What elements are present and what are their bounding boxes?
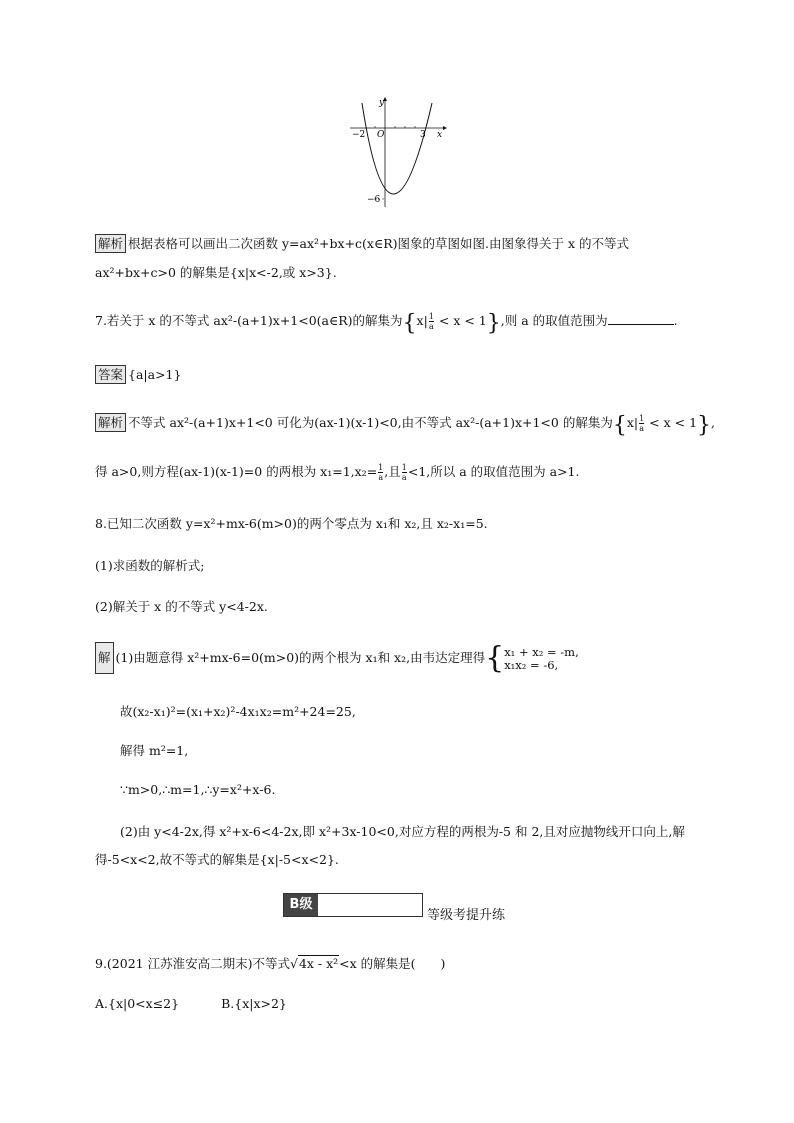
- a7-l2-frac-num: 1: [378, 463, 384, 472]
- a7-frac-num: 1: [639, 414, 645, 423]
- q9-text-after: <x 的解集是( ): [339, 956, 446, 971]
- q9-text-before: 9.(2021 江苏淮安高二期末)不等式: [95, 956, 290, 971]
- solution8-part2-line1: (2)由 y<4-2x,得 x²+x-6<4-2x,即 x²+3x-10<0,对应方程的两根为-5 和 2,且对应抛物线开口向上,解: [120, 824, 685, 839]
- analysis1-text1: 根据表格可以画出二次函数 y=ax²+bx+c(x∈R)图象的草图如图.由图象得关于 x 的不等式: [128, 236, 629, 251]
- question-7: [95, 311, 678, 336]
- option-b: B.{x|x>2}: [221, 996, 287, 1011]
- option-a: A.{x|0<x≤2}: [95, 996, 180, 1011]
- q7-frac-den: a: [428, 322, 434, 331]
- solution8-line1: [95, 642, 579, 674]
- a7-set-lbrace: {: [612, 413, 627, 438]
- parabola-curve: [362, 103, 432, 194]
- sqrt-content: 4x - x²: [298, 956, 339, 971]
- q7-text-after: ,则 a 的取值范围为: [500, 313, 608, 328]
- a7-line2-fraction2: [402, 463, 407, 482]
- y-axis-label: y: [379, 98, 385, 108]
- level-banner: [283, 893, 423, 917]
- solution8-line2: 故(x₂-x₁)²=(x₁+x₂)²-4x₁x₂=m²+24=25,: [120, 704, 356, 719]
- a7-fraction: [639, 414, 644, 433]
- analysis-tag: 解析: [95, 413, 126, 432]
- a7-l2-frac2-num: 1: [401, 463, 407, 472]
- a7-line1-end: ,: [711, 415, 716, 430]
- analysis1-line1: [95, 234, 629, 253]
- analysis7-line2: [95, 462, 579, 482]
- neg6-label: −6: [367, 195, 381, 205]
- question-8-stem: 8.已知二次函数 y=x²+mx-6(m>0)的两个零点为 x₁和 x₂,且 x₂-x₁=5.: [95, 516, 488, 531]
- level-banner-text: 等级考提升练: [427, 908, 506, 923]
- a7-l2-frac2-den: a: [401, 473, 407, 482]
- answer-blank: [608, 311, 674, 325]
- q7-set-head: x|: [416, 313, 428, 328]
- analysis7-text1: 不等式 ax²-(a+1)x+1<0 可化为(ax-1)(x-1)<0,由不等式 ax²-(a+1)x+1<0 的解集为: [128, 415, 613, 430]
- x-axis-arrow: [443, 126, 447, 130]
- solution8-part2-line2: 得-5<x<2,故不等式的解集是{x|-5<x<2}.: [95, 852, 339, 867]
- a7-frac-den: a: [639, 424, 645, 433]
- sqrt-sign: √: [289, 956, 298, 971]
- neg2-label: −2: [352, 130, 366, 140]
- solution8-system: [504, 646, 579, 672]
- question-9-options: [95, 996, 287, 1011]
- question-9: [95, 954, 445, 972]
- a7-line2-c: <1,所以 a 的取值范围为 a>1.: [407, 464, 580, 479]
- sys-eq2: x₁x₂ = -6,: [504, 657, 559, 672]
- analysis7-line1: [95, 413, 715, 438]
- level-badge: B级: [284, 894, 318, 916]
- a7-set-tail: < x < 1: [645, 415, 698, 430]
- answer-7: [95, 365, 181, 384]
- sys-eq1: x₁ + x₂ = -m,: [504, 644, 579, 659]
- q7-frac-num: 1: [428, 312, 434, 321]
- answer7-text: {a|a>1}: [128, 367, 182, 382]
- three-label: 3: [420, 130, 426, 140]
- q7-set-lbrace: {: [402, 311, 417, 336]
- a7-l2-frac-den: a: [378, 473, 384, 482]
- analysis1-line2: ax²+bx+c>0 的解集是{x|x<-2,或 x>3}.: [95, 265, 337, 280]
- parabola-graph: [345, 95, 455, 210]
- analysis-tag: 解析: [95, 234, 126, 253]
- q7-set-rbrace: }: [486, 311, 501, 336]
- answer-tag: 答案: [95, 365, 126, 384]
- solution8-sys-brace: {: [485, 640, 505, 676]
- question-8-part1: (1)求函数的解析式;: [95, 558, 205, 573]
- x-axis-label: x: [437, 130, 443, 140]
- origin-label: O: [377, 130, 385, 140]
- a7-set-rbrace: }: [697, 413, 712, 438]
- a7-set-head: x|: [626, 415, 639, 430]
- q7-set-tail: < x < 1: [434, 313, 487, 328]
- a7-line2-b: ,且: [384, 464, 401, 479]
- solution8-line3: 解得 m²=1,: [120, 743, 189, 758]
- q7-fraction: [429, 312, 434, 331]
- q7-text-end: .: [673, 313, 678, 328]
- solution8-line4: ∵m>0,∴m=1,∴y=x²+x-6.: [120, 782, 276, 797]
- a7-line2-a: 得 a>0,则方程(ax-1)(x-1)=0 的两根为 x₁=1,x₂=: [95, 464, 378, 479]
- solution-tag: 解: [95, 642, 114, 674]
- q7-text-before: 7.若关于 x 的不等式 ax²-(a+1)x+1<0(a∈R)的解集为: [95, 313, 403, 328]
- solution8-text1: (1)由题意得 x²+mx-6=0(m>0)的两个根为 x₁和 x₂,由韦达定理得: [115, 650, 486, 665]
- question-8-part2: (2)解关于 x 的不等式 y<4-2x.: [95, 599, 268, 614]
- a7-line2-fraction: [378, 463, 383, 482]
